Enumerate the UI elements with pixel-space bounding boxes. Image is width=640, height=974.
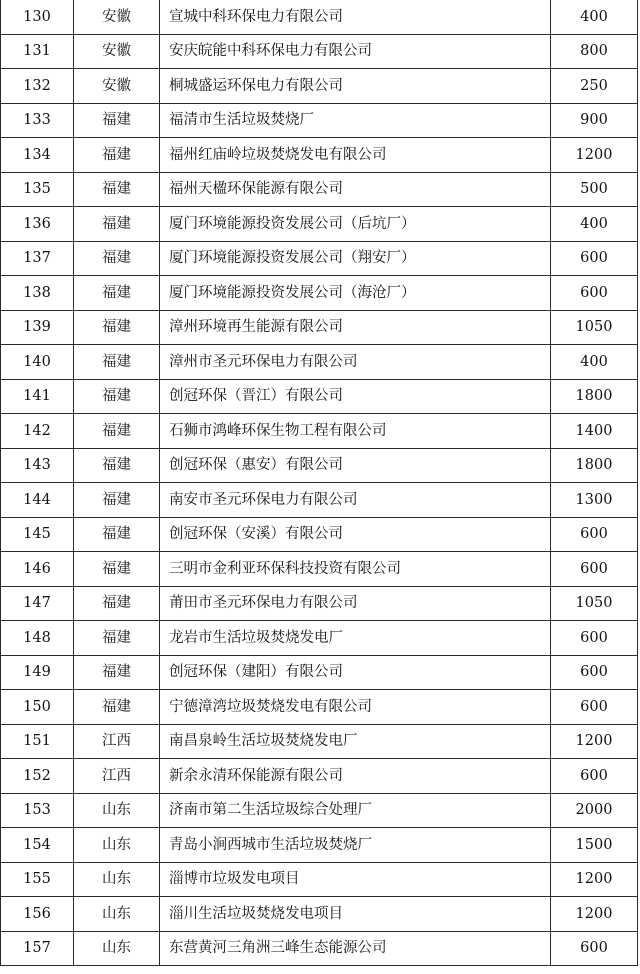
table-row bbox=[1, 483, 638, 518]
row-province: 山东 bbox=[74, 931, 160, 966]
row-province: 福建 bbox=[74, 310, 160, 345]
table-row bbox=[1, 690, 638, 725]
row-company-name: 福州红庙岭垃圾焚烧发电有限公司 bbox=[160, 138, 551, 173]
row-province: 福建 bbox=[74, 448, 160, 483]
table-row bbox=[1, 793, 638, 828]
table-row bbox=[1, 310, 638, 345]
row-company-name: 宁德漳湾垃圾焚烧发电有限公司 bbox=[160, 690, 551, 725]
row-number: 153 bbox=[1, 793, 74, 828]
table-row bbox=[1, 448, 638, 483]
row-province: 福建 bbox=[74, 345, 160, 380]
row-capacity: 1800 bbox=[551, 379, 638, 414]
row-number: 148 bbox=[1, 621, 74, 656]
table-row bbox=[1, 931, 638, 966]
row-number: 152 bbox=[1, 759, 74, 794]
row-province: 福建 bbox=[74, 207, 160, 242]
row-number: 155 bbox=[1, 862, 74, 897]
row-capacity: 600 bbox=[551, 552, 638, 587]
table-row bbox=[1, 241, 638, 276]
row-company-name: 宣城中科环保电力有限公司 bbox=[160, 0, 551, 34]
row-province: 福建 bbox=[74, 276, 160, 311]
row-capacity: 1200 bbox=[551, 862, 638, 897]
row-province: 福建 bbox=[74, 483, 160, 518]
row-capacity: 1300 bbox=[551, 483, 638, 518]
row-company-name: 东营黄河三角洲三峰生态能源公司 bbox=[160, 931, 551, 966]
row-company-name: 南安市圣元环保电力有限公司 bbox=[160, 483, 551, 518]
row-number: 137 bbox=[1, 241, 74, 276]
row-province: 福建 bbox=[74, 379, 160, 414]
row-number: 142 bbox=[1, 414, 74, 449]
row-capacity: 600 bbox=[551, 517, 638, 552]
row-number: 144 bbox=[1, 483, 74, 518]
row-capacity: 600 bbox=[551, 241, 638, 276]
row-company-name: 厦门环境能源投资发展公司（翔安厂） bbox=[160, 241, 551, 276]
row-capacity: 600 bbox=[551, 621, 638, 656]
row-company-name: 济南市第二生活垃圾综合处理厂 bbox=[160, 793, 551, 828]
row-capacity: 1050 bbox=[551, 310, 638, 345]
row-capacity: 800 bbox=[551, 34, 638, 69]
table-row bbox=[1, 172, 638, 207]
table-row bbox=[1, 103, 638, 138]
row-capacity: 1200 bbox=[551, 724, 638, 759]
row-number: 141 bbox=[1, 379, 74, 414]
row-number: 133 bbox=[1, 103, 74, 138]
row-number: 156 bbox=[1, 897, 74, 932]
table-row bbox=[1, 517, 638, 552]
row-capacity: 1200 bbox=[551, 897, 638, 932]
row-capacity: 500 bbox=[551, 172, 638, 207]
table-row bbox=[1, 862, 638, 897]
row-capacity: 600 bbox=[551, 655, 638, 690]
row-province: 福建 bbox=[74, 621, 160, 656]
row-capacity: 1800 bbox=[551, 448, 638, 483]
row-number: 149 bbox=[1, 655, 74, 690]
row-capacity: 400 bbox=[551, 345, 638, 380]
row-province: 福建 bbox=[74, 552, 160, 587]
table-row bbox=[1, 345, 638, 380]
row-company-name: 创冠环保（建阳）有限公司 bbox=[160, 655, 551, 690]
table-row bbox=[1, 0, 638, 34]
row-company-name: 厦门环境能源投资发展公司（后坑厂） bbox=[160, 207, 551, 242]
row-province: 福建 bbox=[74, 655, 160, 690]
table-row bbox=[1, 379, 638, 414]
table-row bbox=[1, 621, 638, 656]
row-province: 福建 bbox=[74, 103, 160, 138]
row-number: 151 bbox=[1, 724, 74, 759]
row-capacity: 2000 bbox=[551, 793, 638, 828]
row-company-name: 新余永清环保能源有限公司 bbox=[160, 759, 551, 794]
row-province: 福建 bbox=[74, 172, 160, 207]
row-company-name: 创冠环保（晋江）有限公司 bbox=[160, 379, 551, 414]
row-capacity: 1200 bbox=[551, 138, 638, 173]
row-province: 安徽 bbox=[74, 69, 160, 104]
row-capacity: 1500 bbox=[551, 828, 638, 863]
row-capacity: 600 bbox=[551, 276, 638, 311]
row-company-name: 淄川生活垃圾焚烧发电项目 bbox=[160, 897, 551, 932]
row-company-name: 石狮市鸿峰环保生物工程有限公司 bbox=[160, 414, 551, 449]
row-province: 福建 bbox=[74, 517, 160, 552]
row-number: 138 bbox=[1, 276, 74, 311]
row-capacity: 1050 bbox=[551, 586, 638, 621]
table-row bbox=[1, 586, 638, 621]
row-capacity: 400 bbox=[551, 207, 638, 242]
row-province: 福建 bbox=[74, 414, 160, 449]
row-province: 山东 bbox=[74, 793, 160, 828]
row-number: 147 bbox=[1, 586, 74, 621]
row-number: 135 bbox=[1, 172, 74, 207]
row-company-name: 龙岩市生活垃圾焚烧发电厂 bbox=[160, 621, 551, 656]
row-province: 福建 bbox=[74, 690, 160, 725]
row-province: 安徽 bbox=[74, 0, 160, 34]
table-row bbox=[1, 759, 638, 794]
row-number: 134 bbox=[1, 138, 74, 173]
row-number: 150 bbox=[1, 690, 74, 725]
row-number: 145 bbox=[1, 517, 74, 552]
row-company-name: 漳州市圣元环保电力有限公司 bbox=[160, 345, 551, 380]
table-row bbox=[1, 828, 638, 863]
row-company-name: 漳州环境再生能源有限公司 bbox=[160, 310, 551, 345]
row-province: 江西 bbox=[74, 724, 160, 759]
row-company-name: 淄博市垃圾发电项目 bbox=[160, 862, 551, 897]
row-number: 132 bbox=[1, 69, 74, 104]
row-number: 136 bbox=[1, 207, 74, 242]
row-company-name: 三明市金利亚环保科技投资有限公司 bbox=[160, 552, 551, 587]
row-province: 福建 bbox=[74, 138, 160, 173]
row-number: 130 bbox=[1, 0, 74, 34]
row-province: 山东 bbox=[74, 828, 160, 863]
table-row bbox=[1, 655, 638, 690]
row-company-name: 创冠环保（惠安）有限公司 bbox=[160, 448, 551, 483]
row-company-name: 创冠环保（安溪）有限公司 bbox=[160, 517, 551, 552]
row-number: 143 bbox=[1, 448, 74, 483]
table-row bbox=[1, 138, 638, 173]
row-capacity: 900 bbox=[551, 103, 638, 138]
table-row bbox=[1, 414, 638, 449]
row-company-name: 福州天楹环保能源有限公司 bbox=[160, 172, 551, 207]
row-province: 山东 bbox=[74, 862, 160, 897]
row-province: 福建 bbox=[74, 586, 160, 621]
row-company-name: 厦门环境能源投资发展公司（海沧厂） bbox=[160, 276, 551, 311]
row-capacity: 600 bbox=[551, 690, 638, 725]
table-row bbox=[1, 34, 638, 69]
table-row bbox=[1, 897, 638, 932]
table-row bbox=[1, 724, 638, 759]
row-capacity: 600 bbox=[551, 931, 638, 966]
table-row bbox=[1, 69, 638, 104]
row-company-name: 福清市生活垃圾焚烧厂 bbox=[160, 103, 551, 138]
row-number: 157 bbox=[1, 931, 74, 966]
row-capacity: 600 bbox=[551, 759, 638, 794]
row-number: 154 bbox=[1, 828, 74, 863]
row-company-name: 桐城盛运环保电力有限公司 bbox=[160, 69, 551, 104]
row-company-name: 南昌泉岭生活垃圾焚烧发电厂 bbox=[160, 724, 551, 759]
row-capacity: 250 bbox=[551, 69, 638, 104]
row-province: 山东 bbox=[74, 897, 160, 932]
row-company-name: 莆田市圣元环保电力有限公司 bbox=[160, 586, 551, 621]
row-number: 131 bbox=[1, 34, 74, 69]
table-row bbox=[1, 276, 638, 311]
row-number: 146 bbox=[1, 552, 74, 587]
row-capacity: 1400 bbox=[551, 414, 638, 449]
row-number: 140 bbox=[1, 345, 74, 380]
table-row bbox=[1, 207, 638, 242]
row-capacity: 400 bbox=[551, 0, 638, 34]
row-province: 安徽 bbox=[74, 34, 160, 69]
row-company-name: 安庆皖能中科环保电力有限公司 bbox=[160, 34, 551, 69]
row-province: 江西 bbox=[74, 759, 160, 794]
row-province: 福建 bbox=[74, 241, 160, 276]
row-number: 139 bbox=[1, 310, 74, 345]
row-company-name: 青岛小涧西城市生活垃圾焚烧厂 bbox=[160, 828, 551, 863]
table-body bbox=[1, 0, 638, 966]
table-row bbox=[1, 552, 638, 587]
